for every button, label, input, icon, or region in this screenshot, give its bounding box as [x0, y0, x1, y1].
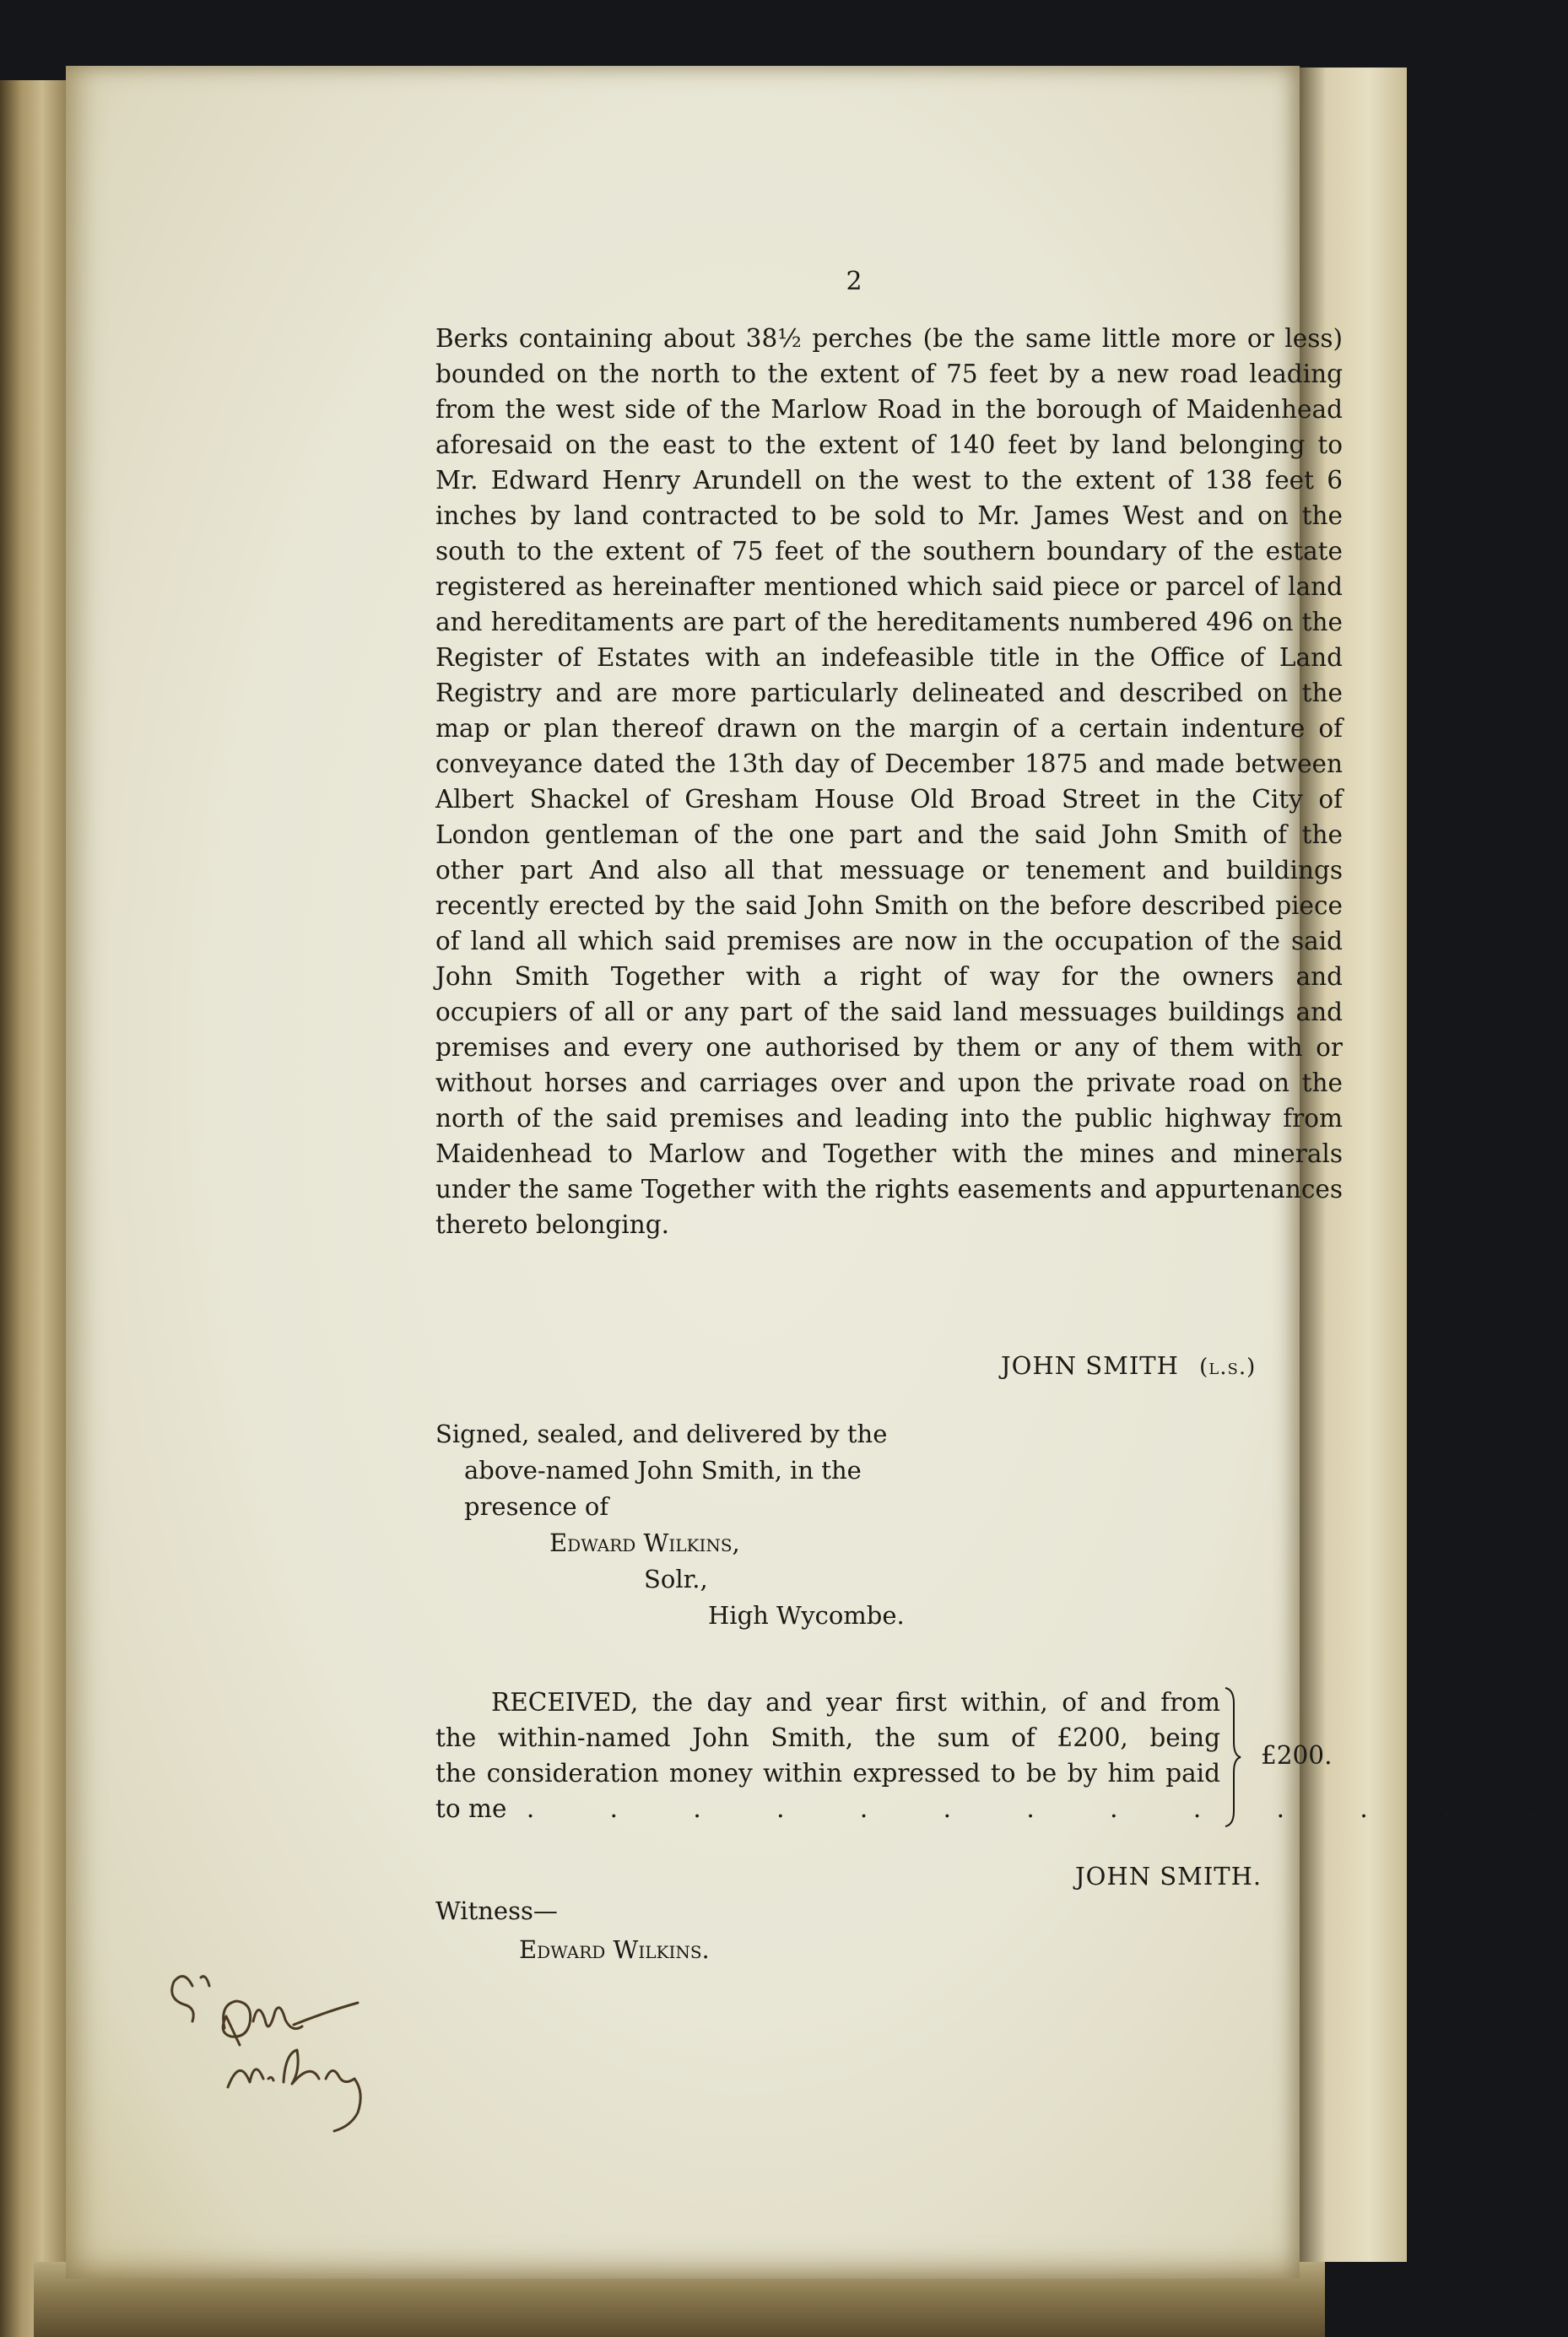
- receipt-signature: JOHN SMITH.: [1075, 1862, 1263, 1891]
- signatory-name: JOHN SMITH: [1001, 1351, 1179, 1380]
- text-line: and hereditaments are part of the hereditaments numbered 496 on the: [435, 608, 1343, 636]
- document-page: [66, 66, 1568, 2279]
- attestation-line-2: above-named John Smith, in the: [464, 1456, 862, 1485]
- attesting-witness-title: Solr.,: [644, 1565, 708, 1593]
- text-line: inches by land contracted to be sold to Mr. James West and on the: [435, 501, 1343, 530]
- text-line: Mr. Edward Henry Arundell on the west to the extent of 138 feet 6: [435, 466, 1343, 495]
- signature-john-smith: [1001, 1351, 1256, 1380]
- seal-mark: (l.s.): [1199, 1355, 1257, 1380]
- attestation-clause: [435, 1416, 905, 1634]
- text-line: other part And also all that messuage or tenement and buildings: [435, 856, 1343, 884]
- attestation-line-1: Signed, sealed, and delivered by the: [435, 1420, 888, 1448]
- text-line: recently erected by the said John Smith on the before described piece: [435, 891, 1343, 920]
- main-text-body: [435, 321, 1343, 1242]
- witness-name: Edward Wilkins.: [519, 1935, 710, 1964]
- right-brace-icon: [1224, 1686, 1242, 1828]
- text-line: Albert Shackel of Gresham House Old Broad Street in the City of: [435, 785, 1343, 814]
- text-line: Berks containing about 38½ perches (be the same little more or less): [435, 324, 1343, 353]
- text-line: London gentleman of the one part and the said John Smith of the: [435, 820, 1343, 849]
- text-line: under the same Together with the rights easements and appurtenances: [435, 1175, 1343, 1204]
- leader-dots: . . . . . . . . . . . . .: [526, 1794, 1568, 1823]
- text-line: without horses and carriages over and upon the private road on the: [435, 1068, 1343, 1097]
- receipt-line-3: the consideration money within expressed to be by him paid: [435, 1759, 1220, 1788]
- handwritten-initials-icon: [159, 1952, 437, 2163]
- text-line: Registry and are more particularly delineated and described on the: [435, 679, 1343, 707]
- text-line: John Smith Together with a right of way for the owners and: [435, 962, 1343, 991]
- text-line: north of the said premises and leading into the public highway from: [435, 1104, 1343, 1133]
- receipt-line-2: the within-named John Smith, the sum of £200, being: [435, 1723, 1220, 1752]
- witness-label: Witness—: [435, 1896, 558, 1925]
- receipt-line-4-text: to me: [435, 1794, 507, 1823]
- text-line: of land all which said premises are now in the occupation of the said: [435, 927, 1343, 955]
- text-line: occupiers of all or any part of the said land messuages buildings and: [435, 998, 1343, 1026]
- text-line: conveyance dated the 13th day of December 1875 and made between: [435, 749, 1343, 778]
- text-line: registered as hereinafter mentioned which said piece or parcel of land: [435, 572, 1343, 601]
- text-line: from the west side of the Marlow Road in the borough of Maidenhead: [435, 395, 1343, 424]
- text-line: Maidenhead to Marlow and Together with the mines and minerals: [435, 1139, 1343, 1168]
- attestation-line-3: presence of: [464, 1492, 609, 1521]
- text-line: aforesaid on the east to the extent of 140 feet by land belonging to: [435, 430, 1343, 459]
- receipt-amount: £200.: [1261, 1741, 1333, 1770]
- text-line: Register of Estates with an indefeasible title in the Office of Land: [435, 643, 1343, 672]
- text-line: south to the extent of 75 feet of the southern boundary of the estate: [435, 537, 1343, 565]
- text-line: bounded on the north to the extent of 75 feet by a new road leading: [435, 360, 1343, 388]
- attesting-witness-name: Edward Wilkins,: [549, 1528, 740, 1557]
- receipt-clause: [435, 1685, 1568, 1826]
- receipt-line-1: RECEIVED, the day and year first within, of and from: [491, 1688, 1220, 1717]
- attesting-witness-place: High Wycombe.: [708, 1601, 905, 1630]
- receipt-line-4: [435, 1791, 1568, 1826]
- text-line: thereto belonging.: [435, 1210, 669, 1239]
- text-line: map or plan thereof drawn on the margin of a certain indenture of: [435, 714, 1343, 743]
- page-number: 2: [846, 267, 862, 296]
- witness-block: [435, 1891, 710, 1969]
- text-line: premises and every one authorised by them or any of them with or: [435, 1033, 1343, 1062]
